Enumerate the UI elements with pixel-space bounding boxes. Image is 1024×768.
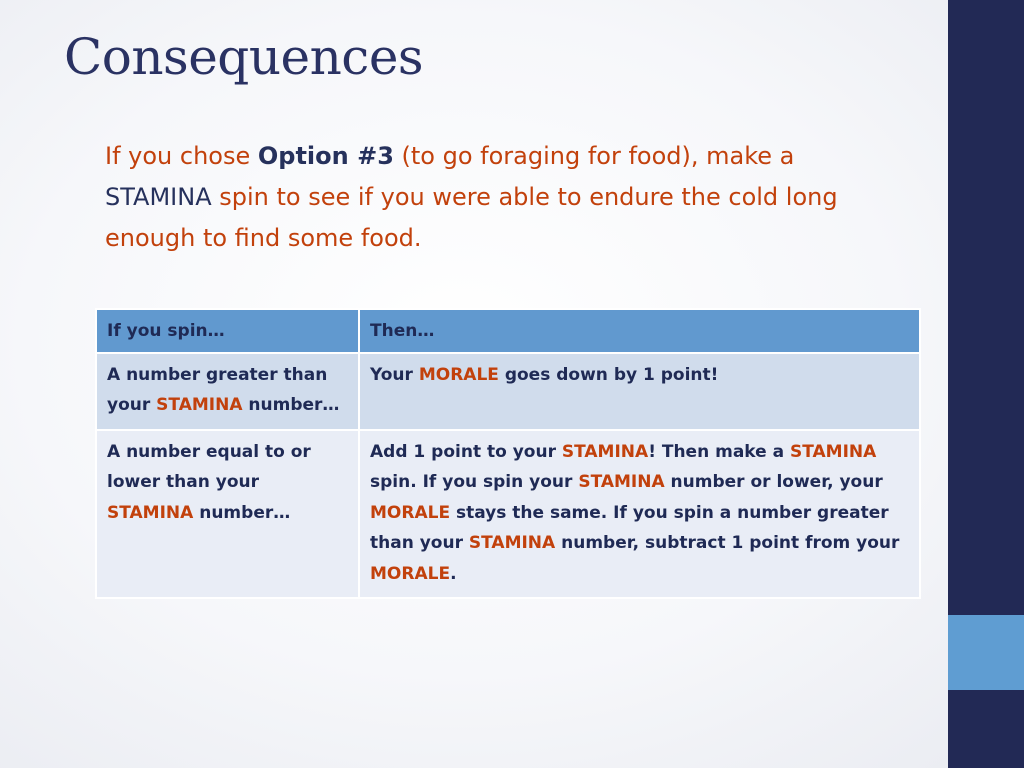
row1-c1-text-b: number…	[242, 395, 340, 415]
row1-c2-morale: MORALE	[418, 364, 499, 385]
header-then: Then…	[359, 309, 920, 353]
row1-c1-stamina: STAMINA	[156, 395, 243, 415]
row2-c2-m2: MORALE	[370, 563, 451, 584]
row1-condition	[96, 353, 359, 430]
sidebar-accent	[948, 615, 1024, 690]
row2-c1-text-b: number…	[193, 502, 291, 523]
slide-title: Consequences	[64, 28, 424, 86]
intro-text-2: (to go foraging for food), make a	[393, 142, 795, 170]
row2-result	[359, 430, 920, 599]
intro-option: Option #3	[257, 142, 394, 170]
table-row	[96, 353, 920, 430]
row2-c2-t4: number or lower, your	[664, 472, 883, 492]
table-row	[96, 430, 920, 599]
row2-c2-t5: stays the same. If you spin a number greater than your	[370, 502, 889, 553]
header-if-you-spin: If you spin…	[96, 309, 359, 353]
row2-c2-s3: STAMINA	[578, 472, 665, 492]
intro-paragraph	[105, 136, 905, 259]
row2-c1-text-a: A number equal to or lower than your	[107, 441, 311, 492]
row2-c1-stamina: STAMINA	[107, 502, 194, 523]
row2-c2-s4: STAMINA	[468, 533, 556, 553]
row1-c2-text-b: goes down by 1 point!	[498, 364, 719, 385]
row2-c2-t2: ! Then make a	[648, 441, 790, 462]
row2-c2-s2: STAMINA	[789, 441, 877, 462]
row1-c1-text-a: A number greater than your	[107, 364, 328, 415]
table-header-row	[96, 309, 920, 353]
row2-c2-t7: .	[450, 563, 457, 584]
row2-c2-m1: MORALE	[370, 502, 451, 523]
row2-c2-t6: number, subtract 1 point from your	[555, 533, 900, 553]
row2-c2-s1: STAMINA	[561, 441, 649, 462]
row1-c2-text-a: Your	[370, 364, 419, 385]
row2-c2-t3: spin. If you spin your	[370, 472, 579, 492]
consequence-table	[95, 308, 921, 599]
intro-text-3: spin to see if you were able to endure the cold long enough to find some food.	[105, 183, 838, 252]
intro-text-1: If you chose	[105, 142, 258, 170]
row1-result	[359, 353, 920, 430]
row2-c2-t1: Add 1 point to your	[370, 441, 562, 462]
row2-condition	[96, 430, 359, 599]
intro-stamina: STAMINA	[105, 183, 212, 211]
